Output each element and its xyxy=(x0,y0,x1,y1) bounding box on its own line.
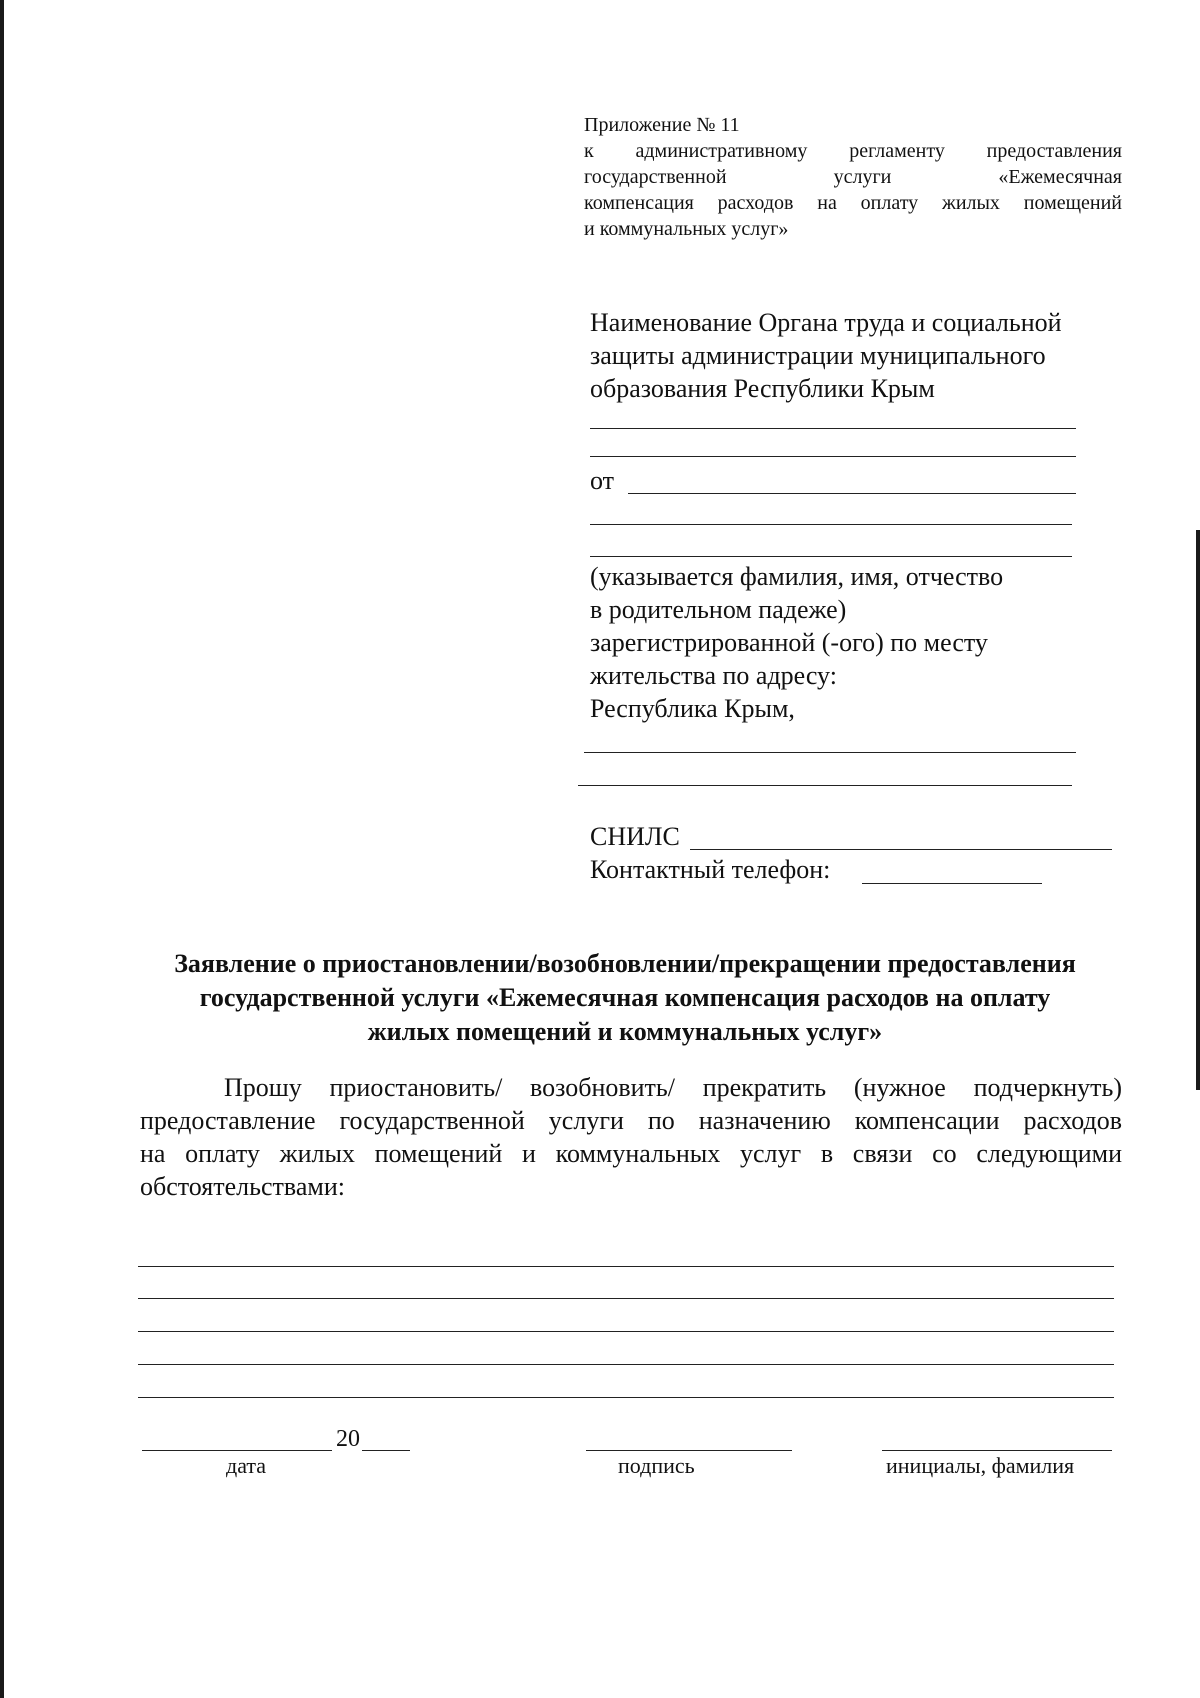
address-fill-line[interactable] xyxy=(578,785,1072,786)
circumstances-fill-line[interactable] xyxy=(138,1266,1114,1267)
snils-fill-line[interactable] xyxy=(690,849,1112,850)
signature-label: подпись xyxy=(618,1453,695,1478)
phone-fill-line[interactable] xyxy=(862,883,1042,884)
appendix-line: к административному регламенту предоставления xyxy=(584,140,1122,162)
applicant-fill-line[interactable] xyxy=(590,556,1072,557)
note-line: зарегистрированной (-ого) по месту xyxy=(590,628,988,657)
applicant-note xyxy=(590,560,1003,725)
name-label: инициалы, фамилия xyxy=(886,1453,1075,1478)
appendix-title: Приложение № 11 xyxy=(584,114,740,136)
date-fill-line[interactable] xyxy=(142,1450,332,1451)
body-line: обстоятельствами: xyxy=(140,1172,345,1201)
title-line: государственной услуги «Ежемесячная компенсация расходов на оплату xyxy=(199,983,1051,1012)
signature-fill-line[interactable] xyxy=(586,1450,792,1451)
body-line: предоставление государственной услуги по назначению компенсации расходов xyxy=(140,1106,1122,1135)
note-line: Республика Крым, xyxy=(590,694,795,723)
circumstances-fill-line[interactable] xyxy=(138,1331,1114,1332)
appendix-line: компенсация расходов на оплату жилых помещений xyxy=(584,192,1122,214)
applicant-fill-line[interactable] xyxy=(590,524,1072,525)
address-fill-line[interactable] xyxy=(584,752,1076,753)
from-label: от xyxy=(590,466,615,495)
phone-label: Контактный телефон: xyxy=(590,855,831,884)
organ-line: защиты администрации муниципального xyxy=(590,341,1046,370)
year-fill-line[interactable] xyxy=(362,1450,410,1451)
snils-label: СНИЛС xyxy=(590,822,680,851)
note-line: (указывается фамилия, имя, отчество xyxy=(590,562,1004,591)
body-line: Прошу приостановить/ возобновить/ прекратить (нужное подчеркнуть) xyxy=(224,1073,1122,1102)
circumstances-fill-line[interactable] xyxy=(138,1364,1114,1365)
name-fill-line[interactable] xyxy=(882,1450,1112,1451)
body-line: на оплату жилых помещений и коммунальных услуг в связи со следующими xyxy=(140,1139,1122,1168)
statement-body xyxy=(140,1071,1122,1203)
title-line: жилых помещений и коммунальных услуг» xyxy=(367,1017,883,1046)
appendix-line: государственной услуги «Ежемесячная xyxy=(584,166,1122,188)
appendix-header xyxy=(584,112,1122,242)
organ-line: образования Республики Крым xyxy=(590,374,935,403)
appendix-line: и коммунальных услуг» xyxy=(584,218,789,240)
note-line: в родительном падеже) xyxy=(590,595,847,624)
organ-line: Наименование Органа труда и социальной xyxy=(590,308,1062,337)
scan-edge-left xyxy=(0,0,4,1698)
date-label: дата xyxy=(226,1453,267,1478)
circumstances-fill-line[interactable] xyxy=(138,1298,1114,1299)
from-fill-line[interactable] xyxy=(628,493,1076,494)
scan-edge-right xyxy=(1196,530,1200,1090)
organ-fill-line[interactable] xyxy=(590,428,1076,429)
circumstances-fill-line[interactable] xyxy=(138,1397,1114,1398)
note-line: жительства по адресу: xyxy=(590,661,837,690)
year-prefix: 20 xyxy=(336,1426,360,1452)
organ-fill-line[interactable] xyxy=(590,456,1076,457)
organ-name xyxy=(590,306,1062,405)
statement-title xyxy=(130,947,1120,1049)
title-line: Заявление о приостановлении/возобновлении/прекращении предоставления xyxy=(174,949,1076,978)
